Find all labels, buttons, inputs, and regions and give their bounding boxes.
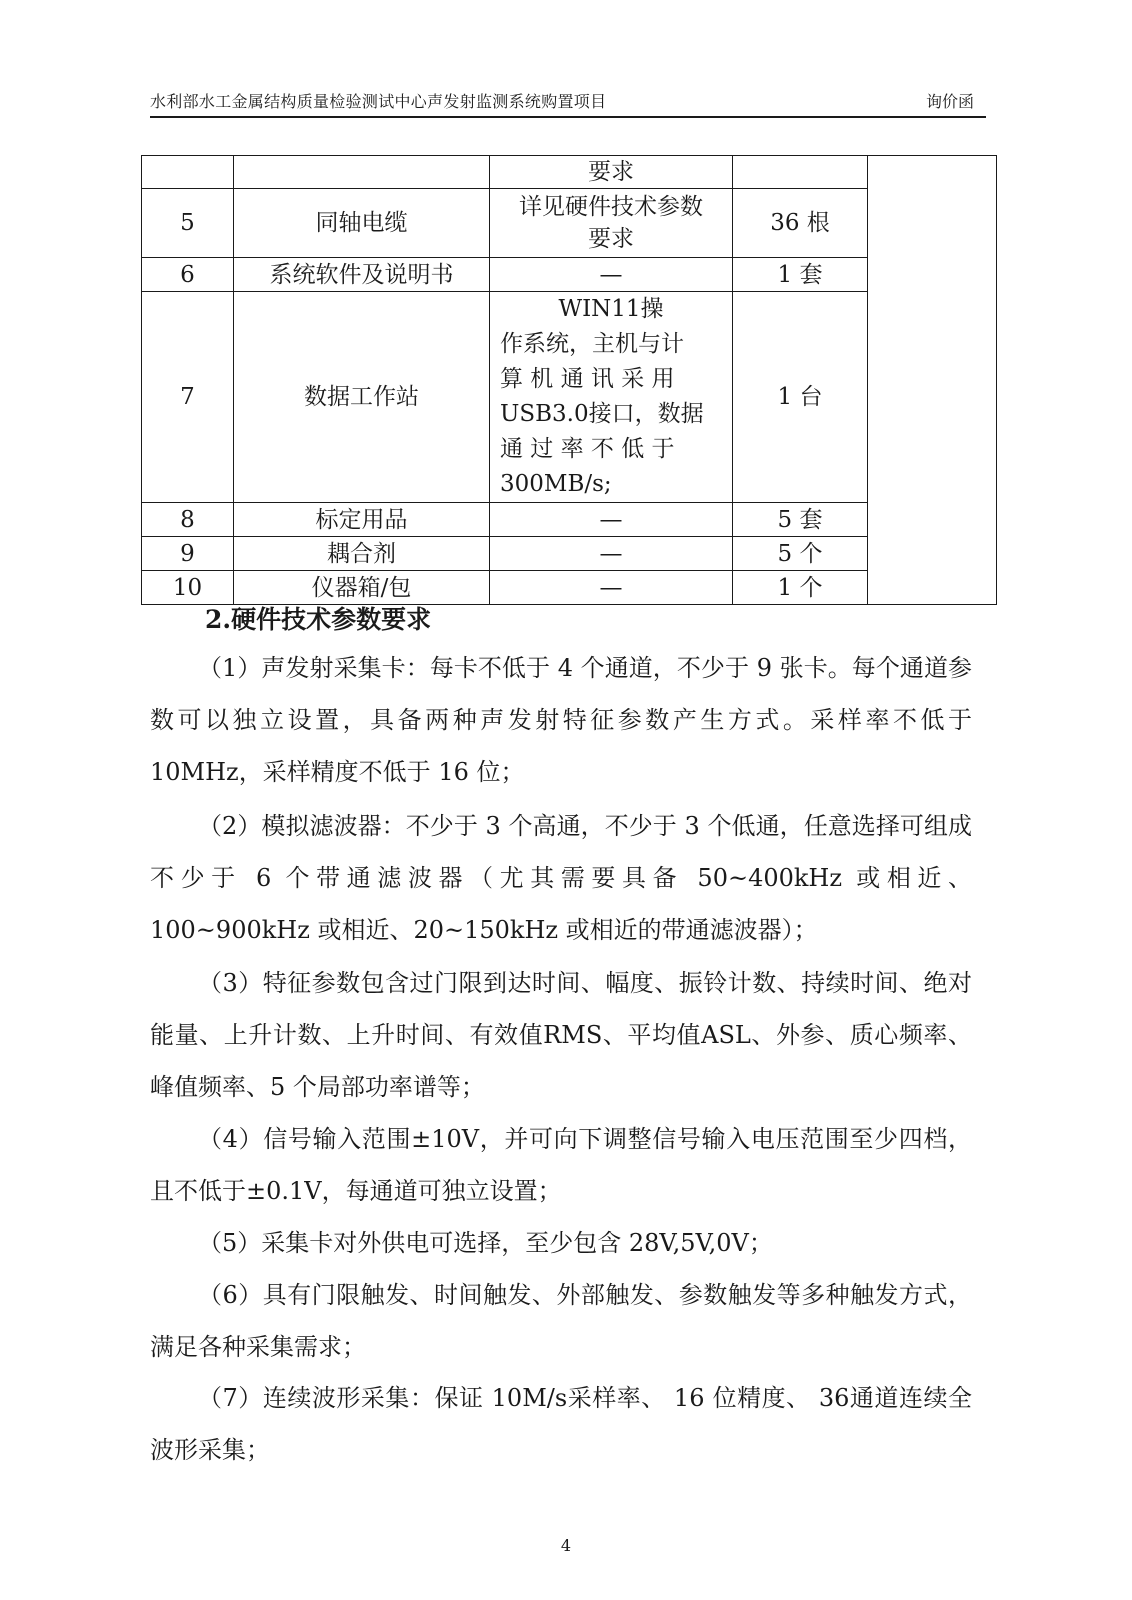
requirement-line: 300MB/s;: [500, 471, 612, 497]
cell-qty: [733, 156, 868, 189]
table-row: [142, 156, 997, 189]
requirement-line: —: [599, 261, 623, 288]
cell-name: 系统软件及说明书: [234, 258, 490, 292]
requirement-line: 算 机 通 讯 采 用: [500, 366, 675, 392]
cell-no: [142, 156, 234, 189]
paragraph-text: （5）采集卡对外供电可选择，至少包含 28V,5V,0V；: [198, 1229, 773, 1257]
paragraph-4: [150, 1113, 972, 1217]
paragraph-3: [150, 957, 972, 1113]
cell-no: 5: [142, 189, 234, 258]
cell-qty: 5 套: [733, 503, 868, 537]
paragraph-7: [150, 1372, 972, 1476]
paragraph-text: （7）连续波形采集：保证 10M/s采样率、 16 位精度、 36通道连续全波形采集；: [150, 1384, 972, 1464]
cell-remark: [868, 156, 997, 605]
requirement-line: 要求: [588, 159, 634, 185]
page-header: [150, 86, 986, 118]
section-heading: 2.硬件技术参数要求: [205, 605, 432, 634]
cell-name: 耦合剂: [234, 537, 490, 571]
cell-name: 数据工作站: [234, 292, 490, 503]
paragraph-text: （4）信号输入范围±10V，并可向下调整信号输入电压范围至少四档，且不低于±0.1V，每通道可独立设置；: [150, 1125, 972, 1205]
cell-requirement: [490, 537, 733, 571]
cell-name: 同轴电缆: [234, 189, 490, 258]
requirement-line: 详见硬件技术参数: [519, 194, 703, 220]
cell-qty: 1 个: [733, 571, 868, 605]
page-number: 4: [560, 1536, 572, 1555]
cell-name: [234, 156, 490, 189]
cell-qty: 1 套: [733, 258, 868, 292]
cell-name: 仪器箱/包: [234, 571, 490, 605]
requirement-line: —: [599, 506, 623, 533]
cell-name: 标定用品: [234, 503, 490, 537]
requirement-line: —: [599, 540, 623, 567]
requirement-line: WIN11操: [558, 296, 664, 322]
cell-requirement: [490, 292, 733, 503]
cell-qty: 1 台: [733, 292, 868, 503]
cell-no: 6: [142, 258, 234, 292]
requirement-line: 作系统，主机与计: [500, 331, 684, 357]
requirement-line: 要求: [588, 226, 634, 252]
paragraph-2: [150, 800, 972, 956]
paragraph-text: （1）声发射采集卡：每卡不低于 4 个通道，不少于 9 张卡。每个通道参数可以独立设置，具备两种声发射特征参数产生方式。采样率不低于 10MHz，采样精度不低于 16 位；: [150, 654, 972, 786]
cell-requirement: [490, 503, 733, 537]
paragraph-text: （2）模拟滤波器：不少于 3 个高通，不少于 3 个低通，任意选择可组成不少于 6 个带通滤波器（尤其需要具备 50~400kHz 或相近、100~900kHz 或相近、20~150kHz 或相近的带通滤波器）；: [150, 812, 972, 944]
paragraph-text: （3）特征参数包含过门限到达时间、幅度、振铃计数、持续时间、绝对能量、上升计数、上升时间、有效值RMS、平均值ASL、外参、质心频率、峰值频率、5 个局部功率谱等；: [150, 969, 972, 1101]
cell-no: 10: [142, 571, 234, 605]
cell-no: 8: [142, 503, 234, 537]
paragraph-text: （6）具有门限触发、时间触发、外部触发、参数触发等多种触发方式，满足各种采集需求；: [150, 1281, 972, 1361]
cell-requirement: [490, 571, 733, 605]
paragraph-6: [150, 1269, 972, 1373]
paragraph-1: [150, 642, 972, 798]
cell-no: 9: [142, 537, 234, 571]
cell-qty: 5 个: [733, 537, 868, 571]
header-doc-type: 询价函: [925, 92, 974, 111]
requirement-line: 通 过 率 不 低 于: [500, 436, 675, 462]
cell-requirement: [490, 189, 733, 258]
cell-qty: 36 根: [733, 189, 868, 258]
cell-requirement: [490, 156, 733, 189]
paragraph-5: [150, 1217, 972, 1269]
requirement-line: —: [599, 574, 623, 601]
header-project-title: 水利部水工金属结构质量检验测试中心声发射监测系统购置项目: [150, 92, 607, 111]
requirement-line: USB3.0接口，数据: [500, 401, 704, 427]
equipment-table: [141, 155, 997, 605]
cell-requirement: [490, 258, 733, 292]
cell-no: 7: [142, 292, 234, 503]
